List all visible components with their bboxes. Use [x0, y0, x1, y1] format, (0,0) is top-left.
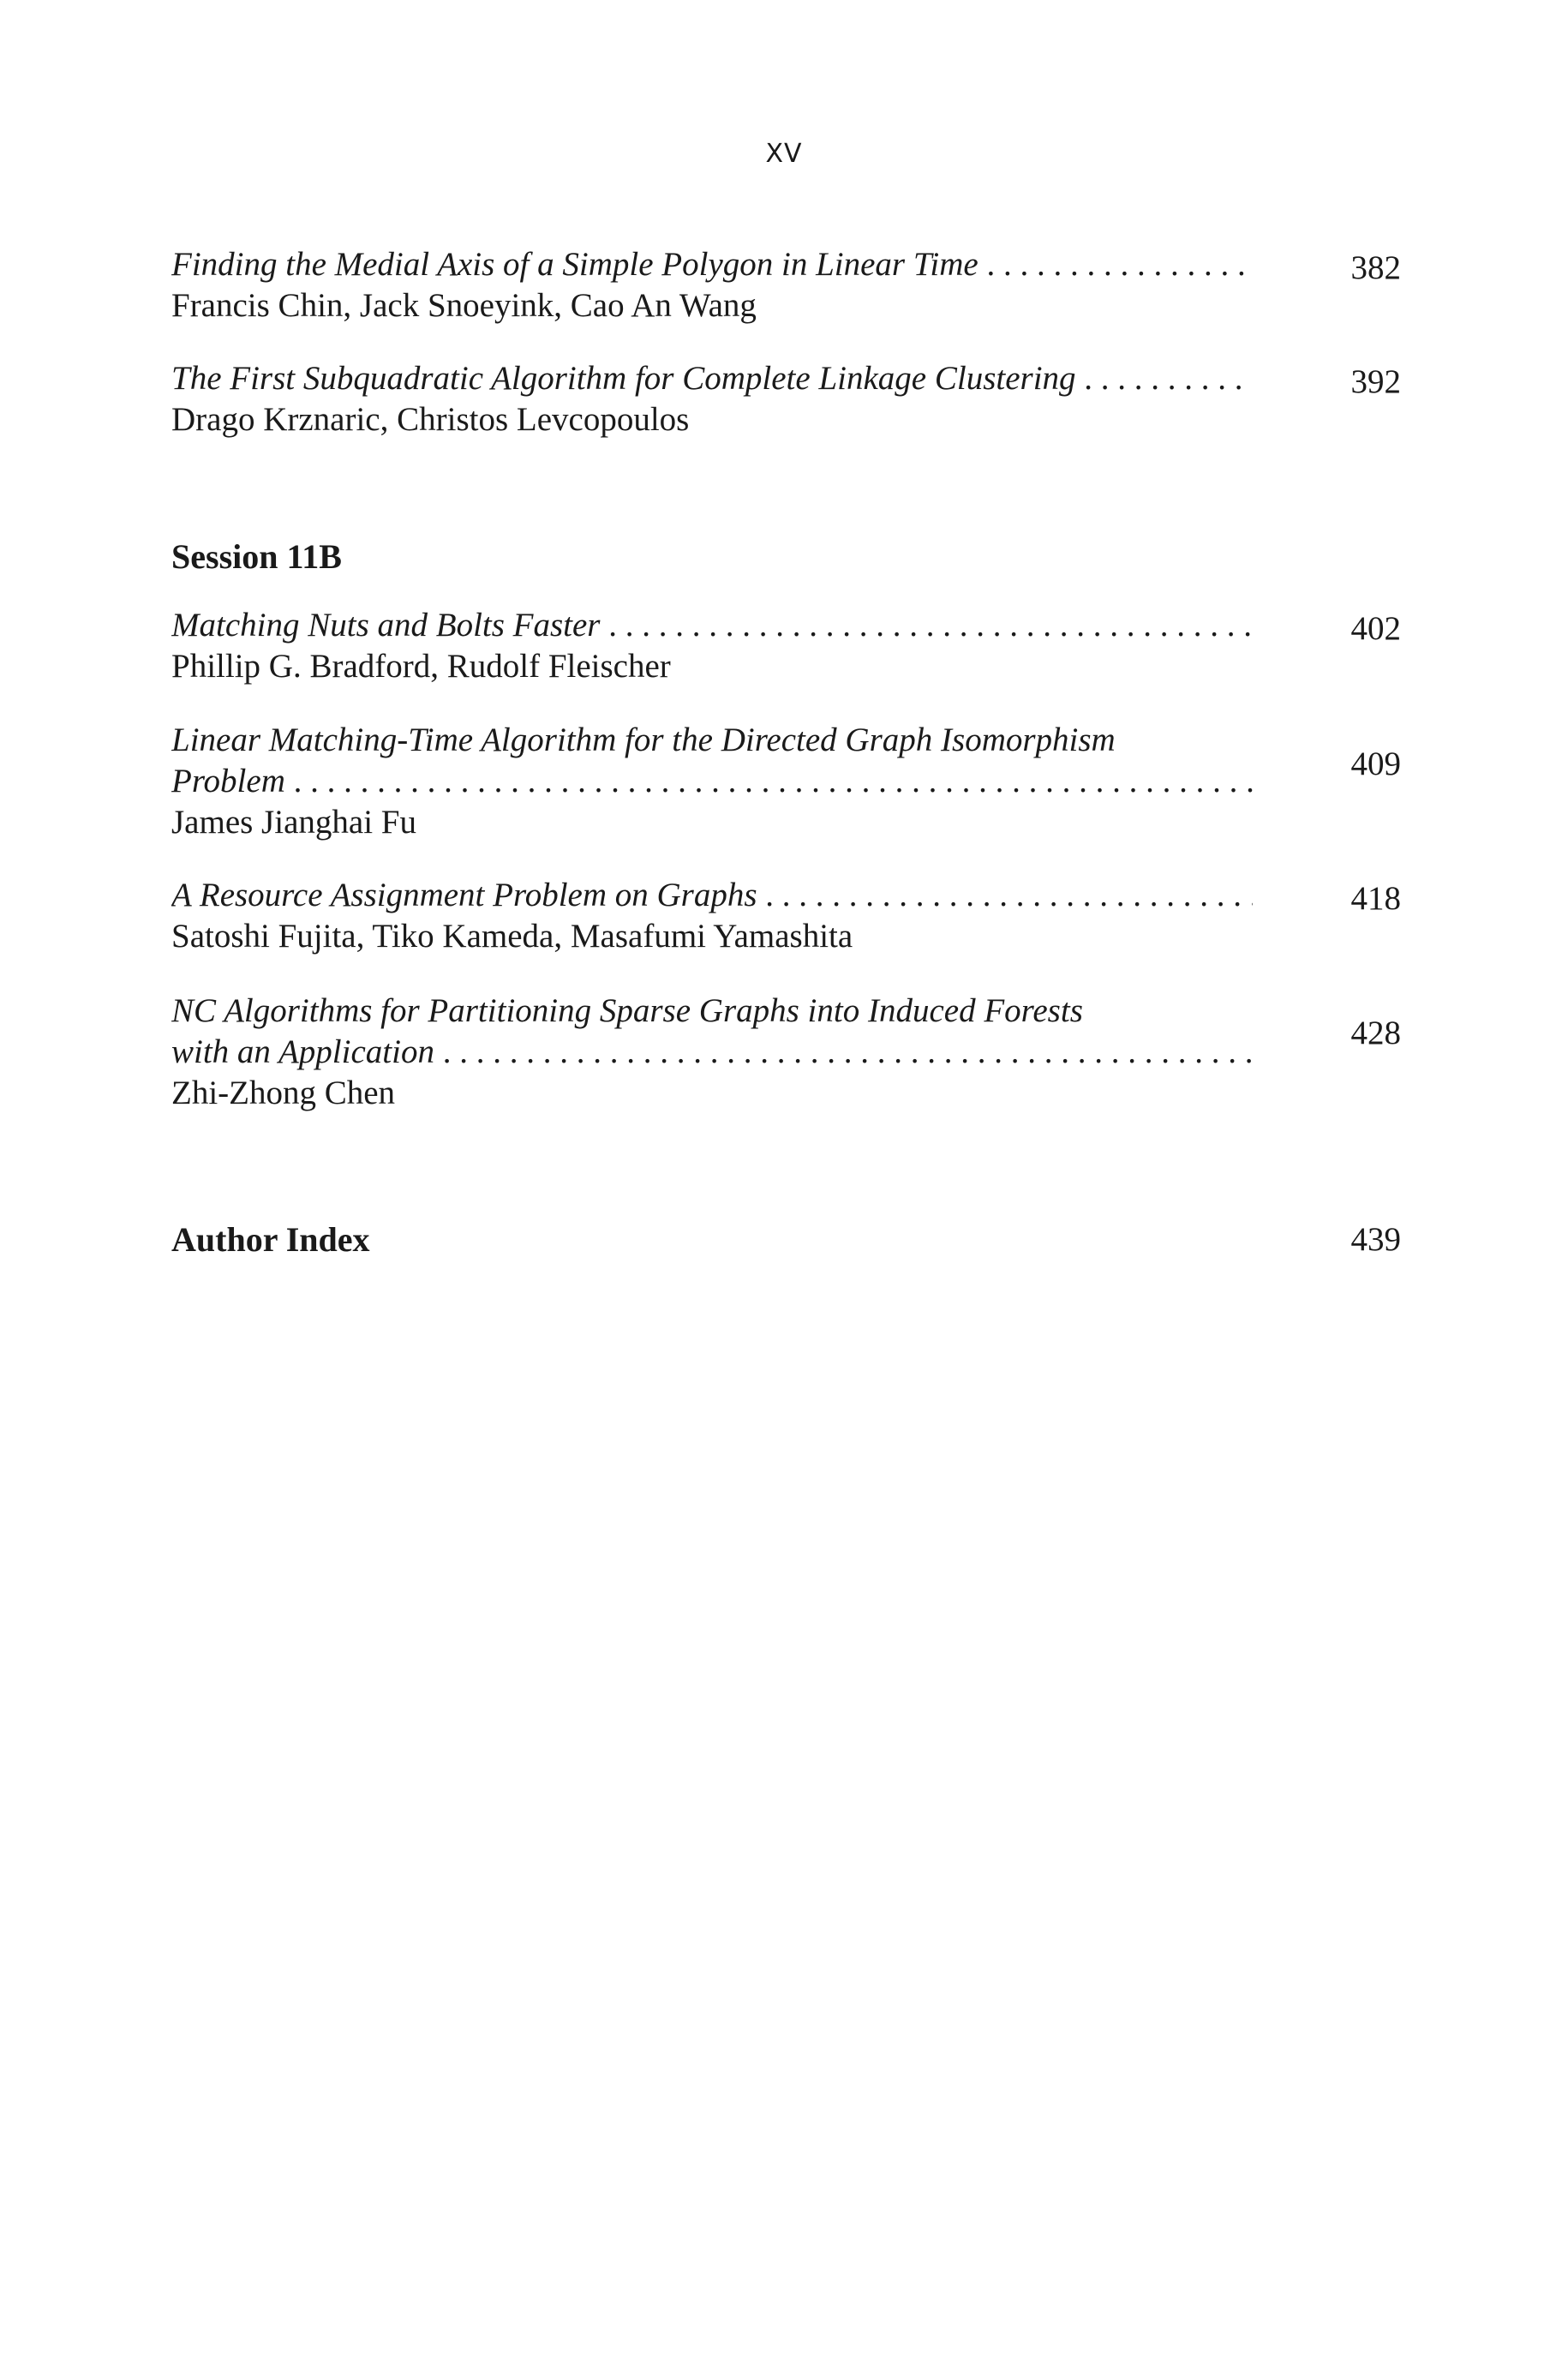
entry-title-line1: Linear Matching-Time Algorithm for the Directed Graph Isomorphism: [171, 721, 1116, 758]
entry-authors: Francis Chin, Jack Snoeyink, Cao An Wang: [171, 287, 757, 324]
entry-authors: James Jianghai Fu: [171, 804, 416, 841]
entry-page: 402: [1350, 610, 1401, 647]
entry-title: The First Subquadratic Algorithm for Complete Linkage Clustering . . .: [171, 358, 1253, 399]
entry-authors: Satoshi Fujita, Tiko Kameda, Masafumi Yamashita: [171, 918, 853, 955]
session-heading: Session 11B: [171, 537, 342, 576]
toc-entry: [171, 991, 1401, 1114]
toc-entry: [171, 244, 1401, 326]
entry-authors: Zhi-Zhong Chen: [171, 1075, 396, 1111]
entry-title: Finding the Medial Axis of a Simple Polygon in Linear Time . . .: [171, 244, 1253, 285]
toc-entry: [171, 875, 1401, 957]
entry-page: 418: [1350, 880, 1401, 917]
entry-page: 409: [1350, 745, 1401, 782]
entry-title-line1: NC Algorithms for Partitioning Sparse Graphs into Induced Forests: [171, 992, 1083, 1029]
author-index-label: Author Index: [171, 1220, 370, 1259]
toc-entry: [171, 358, 1401, 440]
entry-title-line2: Problem . . .: [171, 761, 1253, 802]
entry-title: Matching Nuts and Bolts Faster . . .: [171, 605, 1253, 646]
entry-authors: Phillip G. Bradford, Rudolf Fleischer: [171, 648, 671, 685]
entry-title-line2: with an Application . . .: [171, 1032, 1253, 1073]
entry-page: 428: [1350, 1015, 1401, 1051]
toc-entry: [171, 605, 1401, 687]
entry-page: 382: [1350, 249, 1401, 286]
entry-authors: Drago Krznaric, Christos Levcopoulos: [171, 401, 690, 438]
toc-entry: [171, 720, 1401, 843]
author-index-page: 439: [1350, 1221, 1401, 1258]
entry-page: 392: [1350, 363, 1401, 400]
entry-title: A Resource Assignment Problem on Graphs . . .: [171, 875, 1253, 916]
page-number: XV: [765, 139, 803, 169]
